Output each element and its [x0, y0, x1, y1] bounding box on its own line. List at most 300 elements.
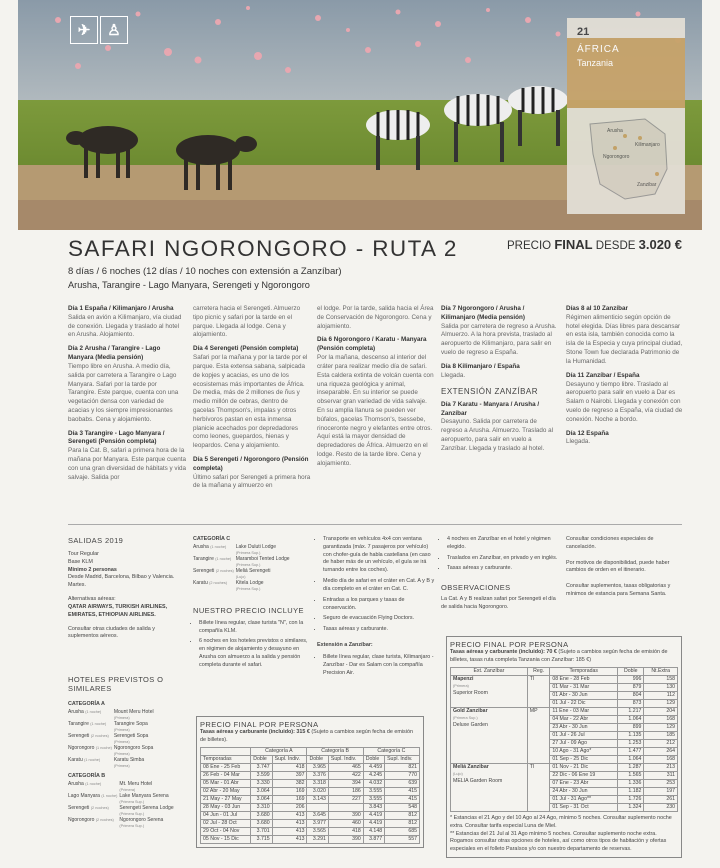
hotel-row [193, 544, 292, 556]
price: 311 [644, 771, 678, 779]
city: Karatu [68, 756, 83, 763]
incluye-block-c [441, 536, 559, 612]
price: 415 [385, 795, 420, 803]
hotel-name [114, 709, 156, 721]
price-from-word: DESDE [595, 240, 636, 252]
hotel-name [236, 568, 292, 580]
tasas: Tasas aéreas y carburante (incluido): 315 € [200, 729, 310, 735]
hotel-name [114, 721, 156, 733]
price: 129 [644, 699, 678, 707]
price-from [507, 237, 682, 252]
price: 253 [644, 779, 678, 787]
hotel-row [68, 817, 176, 829]
hotel-row [68, 733, 156, 745]
price-label: PRECIO [507, 240, 552, 252]
price-subheader [201, 755, 420, 763]
price: 3.843 [363, 803, 384, 811]
price-row [451, 763, 678, 771]
map-label: Arusha [607, 128, 623, 134]
price-note: ** Estancias del 21 Jul al 31 Ago mínimo 5 noches. Consultar suplemento noche extra. Rogamos consultar otras opciones de hoteles, así como otros tipos de habitación y ofertas especiales en el folleto Paraísos y/o con nuestro departamento de reservas. [450, 830, 667, 853]
nights: (1 noche) [85, 709, 102, 714]
price: 230 [644, 803, 678, 811]
extension-title: EXTENSIÓN ZANZÍBAR [441, 386, 539, 396]
incluye-item: • Tasas aéreas y carburante. [447, 565, 559, 573]
map-label: Zanzibar [637, 182, 657, 188]
price: 639 [385, 779, 420, 787]
price-grid-2 [450, 667, 678, 812]
cat-b-table [68, 781, 176, 829]
day-title: Día 7 Karatu - Manyara / Arusha / Zanzíbar [441, 400, 540, 417]
itinerary-day [566, 430, 684, 448]
season: 02 Abr - 20 May [201, 787, 251, 795]
price-header [451, 667, 678, 675]
price: 804 [618, 691, 644, 699]
category: (Primera Sup.) [235, 562, 261, 567]
cat-c-block [193, 536, 308, 673]
salidas-line: Desde Madrid, Barcelona, Bilbao y Valencia. [68, 574, 175, 581]
hotel-name [236, 580, 292, 592]
season: 04 Jun - 01 Jul [201, 811, 251, 819]
room-type: Deluxe Garden [453, 721, 488, 728]
price: 264 [644, 747, 678, 755]
price: 169 [272, 787, 307, 795]
price: 1.064 [618, 715, 644, 723]
price: 168 [644, 715, 678, 723]
season: 01 Sep - 25 Dic [550, 755, 618, 763]
season: 01 Jul - 26 Jul [550, 731, 618, 739]
hotel-name [236, 556, 292, 568]
price: 812 [385, 819, 420, 827]
city: Tarangire [193, 555, 214, 562]
day-title: Días 8 al 10 Zanzíbar [566, 305, 628, 312]
price: 3.330 [251, 779, 272, 787]
regime: TI [527, 675, 550, 707]
hotel-cell [451, 675, 528, 707]
name: Karatu Simba [113, 756, 145, 763]
price [328, 803, 363, 811]
price-row [201, 819, 420, 827]
col-header: Doble [363, 755, 384, 763]
season: 04 Mar - 22 Abr [550, 715, 618, 723]
hotel-name [114, 745, 156, 757]
hotel-city [193, 544, 236, 556]
hotel-city [68, 745, 114, 757]
salidas-block [68, 536, 180, 641]
price-title: PRECIO FINAL POR PERSONA [200, 720, 319, 729]
day-text: Salida por carretera de regreso a Arusha. Almuerzo. A la hora prevista, traslado al aeropuerto de Kilimanjaro, para salir en vuelo de regreso a España. [441, 322, 557, 357]
cat-a-label: CATEGORÍA A [68, 701, 105, 707]
price: 3.555 [363, 787, 384, 795]
season: 01 Abr - 30 Jun [550, 691, 618, 699]
divider [68, 524, 682, 525]
hotel-city [68, 709, 114, 721]
day-title: Día 1 España / Kilimanjaro / Arusha [68, 305, 174, 312]
price-row [201, 771, 420, 779]
season: 29 Oct - 04 Nov [201, 827, 251, 835]
day-text: Safari por la mañana y por la tarde por el parque. Esta extensa sabana, salpicada de kopjes y acacias, es uno de los ecosistemas más importantes de África. De media, más de 2 millones de ñus y medio millón de cebras, dentro de gacelas Thompson's, impalas y otros herbívoros pastan en esta inmensa planicie acechados por depredadores como leones, guepardos, hienas y leopardos. Cena y alojamiento. [193, 354, 308, 450]
cat-c-table [193, 544, 292, 592]
page-number: 21 [577, 26, 590, 38]
price: 812 [385, 811, 420, 819]
city: Ngorongoro [68, 816, 95, 823]
col-header: Reg. [527, 667, 550, 675]
price: 4.419 [363, 819, 384, 827]
route: Arusha, Tarangire - Lago Manyara, Serengeti y Ngorongoro [68, 280, 310, 290]
hotel-name [119, 793, 175, 805]
category: (Primera Sup.) [235, 550, 261, 555]
category: (Primera) [113, 727, 130, 732]
price: 1.064 [618, 755, 644, 763]
price: 3.555 [363, 795, 384, 803]
day-title: Día 12 España [566, 429, 609, 437]
price: 1.217 [618, 707, 644, 715]
day-text: Llegada. [441, 371, 466, 379]
price: 3.020 [307, 787, 328, 795]
name: Ngorongoro Serena [119, 816, 164, 823]
price: 204 [644, 707, 678, 715]
name: Maramboi Tented Lodge [235, 555, 290, 562]
name: Mount Meru Hotel [113, 708, 154, 715]
category-header: Categoría B [307, 747, 363, 755]
category-header: Categoría A [251, 747, 307, 755]
incluye-item: • 4 noches en Zanzíbar en el hotel y régimen elegido. [447, 536, 559, 552]
price: 899 [618, 723, 644, 731]
hotel-name [236, 544, 292, 556]
price-table-1 [196, 716, 424, 848]
hotel-row [68, 745, 156, 757]
season: 05 Mar - 01 Abr [201, 779, 251, 787]
salidas-line: Alternativas aéreas: [68, 596, 116, 603]
nights: (1 noche) [210, 544, 227, 549]
price: 685 [385, 827, 420, 835]
city: Arusha [68, 780, 84, 787]
name: Mt. Meru Hotel [119, 780, 153, 787]
hotel-row [193, 580, 292, 592]
icon-group [70, 16, 128, 44]
price: 397 [272, 771, 307, 779]
hotel-city [68, 757, 114, 769]
hotel-name: Mapenzi [453, 675, 474, 682]
regime: MP [527, 707, 550, 763]
price: 227 [328, 795, 363, 803]
price: 413 [272, 811, 307, 819]
destination-tag [567, 18, 685, 214]
col-header: Temporadas [201, 755, 251, 763]
price: 112 [644, 691, 678, 699]
season: 01 Jul - 31 Ago** [550, 795, 618, 803]
itinerary-day [441, 305, 559, 358]
city: Serengeti [68, 804, 90, 811]
itinerary-day [317, 336, 435, 468]
price: 1.135 [618, 731, 644, 739]
name: Tarangire Sopa [113, 720, 148, 727]
nights: (2 noches) [209, 580, 228, 585]
price: 413 [272, 835, 307, 843]
incluye-item: • 6 noches en los hoteles previstos o similares, en régimen de alojamiento y desayuno en Arusha con almuerzo a la salida y pensión completa durante el safari. [199, 638, 308, 669]
itinerary-day [193, 456, 311, 491]
itinerary-col-2 [193, 305, 311, 496]
day-text: carretera hacia el Serengeti. Almuerzo tipo picnic y safari por la tarde en el parque. Llegada al lodge. Cena y alojamiento. [193, 305, 301, 339]
incluye-item: • Tasas aéreas y carburante. [323, 626, 435, 634]
traveler-icon: ♙ [100, 16, 128, 44]
city: Serengeti [193, 567, 215, 574]
price: 418 [272, 763, 307, 771]
plane-icon: ✈ [70, 16, 98, 44]
price: 390 [328, 835, 363, 843]
obs-title: OBSERVACIONES [441, 583, 511, 593]
price: 460 [328, 819, 363, 827]
price: 168 [644, 755, 678, 763]
salidas-title: SALIDAS 2019 [68, 536, 124, 545]
consultar-block [566, 536, 684, 599]
nights: (1 noche) [85, 781, 102, 786]
city: Ngorongoro [68, 744, 95, 751]
salidas-line: Mínimo 2 personas [68, 566, 117, 573]
col-header: Doble [618, 667, 644, 675]
season: 01 Nov - 21 Dic [550, 763, 618, 771]
incluye-item: • Traslados en Zanzíbar, en privado y en inglés. [447, 555, 559, 563]
price: 548 [385, 803, 420, 811]
hoteles-block [68, 675, 186, 829]
price: 3.965 [307, 763, 328, 771]
price: 158 [644, 675, 678, 683]
salidas-note: Consultar otras ciudades de salida y suplementos aéreos. [68, 625, 155, 640]
season: 28 May - 03 Jun [201, 803, 251, 811]
season: 27 Jul - 09 Ago [550, 739, 618, 747]
season: 11 Ene - 03 Mar [550, 707, 618, 715]
hotel-city [68, 733, 114, 745]
price: 3.143 [307, 795, 328, 803]
incluye-list-a [193, 620, 308, 670]
map-label: Ngorongoro [603, 154, 630, 160]
nights: (1 noche) [101, 793, 118, 798]
itinerary-day [193, 305, 311, 340]
city: Serengeti [68, 732, 90, 739]
map-label: Kilimanjaro [635, 142, 660, 148]
tanzania-map [585, 114, 675, 204]
hotel-city [193, 568, 236, 580]
day-text: Llegada. [566, 438, 591, 446]
day-text: Régimen alimenticio según opción de hotel elegida. Días libres para descansar en esta isla, también conocida como la isla de la Especia y cuya principal ciudad, Stone Town fue declarada Patrimonio de la Humanidad. [566, 313, 683, 365]
category: (Primera) [113, 763, 130, 768]
hotel-city [68, 721, 114, 733]
price: 996 [618, 675, 644, 683]
price: 197 [644, 787, 678, 795]
regime: TI [527, 763, 550, 811]
price-row [201, 787, 420, 795]
day-text: Por la mañana, descenso al interior del cráter para realizar medio día de safari. Esta caldera extinta de volcán cuenta con una riqueza geológica y animal, inseparable. En su interior se puede observar gran variedad de vida salvaje. En su amplia llanura se pueden ver búfalos, gacelas Thomson's, tsessebe, rinoceronte negro y elefantes entre otros. Aquí está la mayor densidad de depredadores de África. Almuerzo en el lodge. Resto de la tarde libre. Cena y alojamiento. [317, 354, 434, 467]
salidas-line: Tour Regular [68, 551, 99, 557]
city: Karatu [193, 579, 208, 586]
price: 206 [272, 803, 307, 811]
season: 05 Nov - 15 Dic [201, 835, 251, 843]
price: 3.565 [307, 827, 328, 835]
hotel-city [193, 580, 236, 592]
category: (Primera Sup.) [119, 799, 145, 804]
price: 3.715 [251, 835, 272, 843]
day-title: Día 5 Serengeti / Ngorongoro (Pensión completa) [193, 456, 309, 472]
hotel-name [114, 757, 156, 769]
itinerary-day [566, 372, 684, 425]
season: 01 Jul - 22 Dic [550, 699, 618, 707]
nights: (2 noches) [95, 817, 114, 822]
salidas-airlines: QATAR AIRWAYS, TURKISH AIRLINES, EMIRATES, ETHIOPIAN AIRLINES. [68, 603, 168, 618]
price: 4.459 [363, 763, 384, 771]
price: 130 [644, 683, 678, 691]
day-text: Tiempo libre en Arusha. A medio día, salida por carretera a Tarangire o Lago Manyara. Safari por la tarde por Tarangire. Este parque, cuenta con una vegetación densa con variedad de acacias y los siempre impresionantes baobabs. Cena y alojamiento. [68, 362, 179, 423]
price: 3.599 [251, 771, 272, 779]
price-title: PRECIO FINAL POR PERSONA [450, 640, 569, 649]
consultar-note: Consultar suplementos, tasas obligatorias y mínimos de estancia para Semana Santa. [566, 583, 671, 598]
category: (Lujo) [235, 574, 246, 579]
room-type: Superior Room [453, 689, 488, 696]
hotel-row [193, 556, 292, 568]
price: 212 [644, 739, 678, 747]
price: 1.336 [618, 779, 644, 787]
ext-list [317, 654, 435, 677]
hotel-name [114, 733, 156, 745]
day-title: Día 4 Serengeti (Pensión completa) [193, 345, 299, 353]
price: 413 [272, 819, 307, 827]
price: 3.680 [251, 811, 272, 819]
col-header: Doble [251, 755, 272, 763]
price: 185 [644, 731, 678, 739]
hotel-city [68, 817, 119, 829]
city: Arusha [68, 708, 84, 715]
price-row [201, 795, 420, 803]
itinerary-day [193, 345, 311, 451]
price-row [201, 835, 420, 843]
col-header: Temporadas [550, 667, 618, 675]
hotel-row [68, 709, 156, 721]
obs-text: La Cat. A y B realizan safari por Serengeti el día de salida hacia Ngorongoro. [441, 596, 556, 611]
price: 213 [644, 763, 678, 771]
day-text: Desayuno. Salida por carretera de regreso a Arusha. Almuerzo. Traslado al aeropuerto, para salir en vuelo a Zanzíbar. Llegada y traslado al hotel. [441, 418, 554, 452]
itinerary-col-5 [566, 305, 684, 452]
hotel-city [68, 805, 119, 817]
price: 1.726 [618, 795, 644, 803]
col-header: Ext. Zanzíbar [451, 667, 528, 675]
hotel-row [68, 757, 156, 769]
category: (Primera) [113, 751, 130, 756]
incluye-block-b [317, 536, 435, 680]
day-title: Día 7 Ngorongoro / Arusha / Kilimanjaro (Media pensión) [441, 305, 525, 321]
price: 3.747 [251, 763, 272, 771]
season: 23 Abr - 30 Jun [550, 723, 618, 731]
day-text: el lodge. Por la tarde, salida hacia el Área de Conservación de Ngorongoro. Cena y alojamiento. [317, 305, 434, 330]
price-note: * Estancias el 21 Ago y del 10 Ago al 24 Ago, mínimo 5 noches. Consultar suplemento noche extra. Consultar tarifa especial Luna de Miel. [450, 814, 672, 829]
price: 4.148 [363, 827, 384, 835]
incluye-item: • Billete línea regular, clase turista "N", con la compañía KLM. [199, 620, 308, 636]
season: 10 Ago - 31 Ago* [550, 747, 618, 755]
incluye-item: • Seguro de evacuación Flying Doctors. [323, 615, 435, 623]
region-label: ÁFRICA [577, 44, 620, 55]
price-row [201, 827, 420, 835]
price: 1.565 [618, 771, 644, 779]
name: Serengeti Serena Lodge [119, 804, 174, 811]
price-header [201, 747, 420, 755]
itinerary-day [566, 305, 684, 367]
hotel-cat: (Lujo) [453, 771, 463, 776]
city: Arusha [193, 543, 209, 550]
season: 26 Feb - 04 Mar [201, 771, 251, 779]
hotel-city [68, 793, 119, 805]
hotel-city [193, 556, 236, 568]
price: 1.253 [618, 739, 644, 747]
price-bold: FINAL [554, 237, 593, 252]
price: 770 [385, 771, 420, 779]
hotel-row [68, 805, 176, 817]
price: 1.324 [618, 803, 644, 811]
price: 394 [328, 779, 363, 787]
itinerary-day [317, 305, 435, 331]
price-row [201, 779, 420, 787]
name: Meliá Serengeti [235, 567, 271, 574]
season: 08 Ene - 25 Feb [201, 763, 251, 771]
price: 873 [618, 699, 644, 707]
col-header: Supl. Indiv. [385, 755, 420, 763]
price-grid-1 [200, 747, 420, 844]
price: 3.680 [251, 819, 272, 827]
category: (Primera) [113, 739, 130, 744]
price: 3.064 [251, 787, 272, 795]
incluye-item: • Entradas a los parques y tasas de conservación. [323, 597, 435, 613]
name: Serengeti Sopa [113, 732, 149, 739]
price: 413 [272, 827, 307, 835]
salidas-line: Base KLM [68, 558, 93, 565]
name: Lake Manyara Serena [119, 792, 169, 799]
price-row [201, 803, 420, 811]
price: 4.419 [363, 811, 384, 819]
day-text: Para la Cat. B, safari a primera hora de la mañana por Manyara. Este parque cuenta con una gran diversidad de hábitats y vida salvaje. Salida por [68, 447, 186, 481]
season: 07 Ene - 23 Abr [550, 779, 618, 787]
itinerary-col-4 [441, 305, 559, 459]
price: 3.977 [307, 819, 328, 827]
price-row [201, 763, 420, 771]
price: 382 [272, 779, 307, 787]
incluye-list-c [441, 536, 559, 573]
price: 186 [328, 787, 363, 795]
season: 01 Mar - 31 Mar [550, 683, 618, 691]
price: 390 [328, 811, 363, 819]
day-text: Salida en avión a Kilimanjaro, vía ciudad de conexión. Llegada y traslado al hotel en Arusha. Alojamiento. [68, 313, 182, 339]
season: 22 Dic - 06 Ene 19 [550, 771, 618, 779]
price: 1.182 [618, 787, 644, 795]
incluye-title: NUESTRO PRECIO INCLUYE [193, 605, 304, 615]
price: 3.645 [307, 811, 328, 819]
hotel-name [119, 781, 175, 793]
price-row [451, 707, 678, 715]
ext-title: Extensión a Zanzíbar: [317, 642, 373, 649]
cat-c-label: CATEGORÍA C [193, 536, 231, 542]
salidas-line: Martes. [68, 582, 86, 589]
hotel-cell [451, 763, 528, 811]
price: 261 [644, 795, 678, 803]
category: (Primera) [119, 787, 136, 792]
hotel-name: Meliá Zanzibar [453, 763, 489, 770]
cat-a-table [68, 709, 156, 769]
category: (Primera Sup.) [119, 823, 145, 828]
itinerary-col-1 [68, 305, 186, 487]
price: 3.318 [307, 779, 328, 787]
season: 24 Abr - 30 Jun [550, 787, 618, 795]
itinerary-col-3 [317, 305, 435, 474]
category: (Primera Sup.) [119, 811, 145, 816]
price: 129 [644, 723, 678, 731]
nights: (2 noches) [90, 733, 109, 738]
incluye-item: • Transporte en vehículos 4x4 con ventana garantizada (máx. 7 pasajeros por vehículo) con chofer-guía de habla castellana (en caso de haber más de un vehículo, el guía se irá turnando entre los coches). [323, 536, 435, 575]
price: 3.064 [251, 795, 272, 803]
